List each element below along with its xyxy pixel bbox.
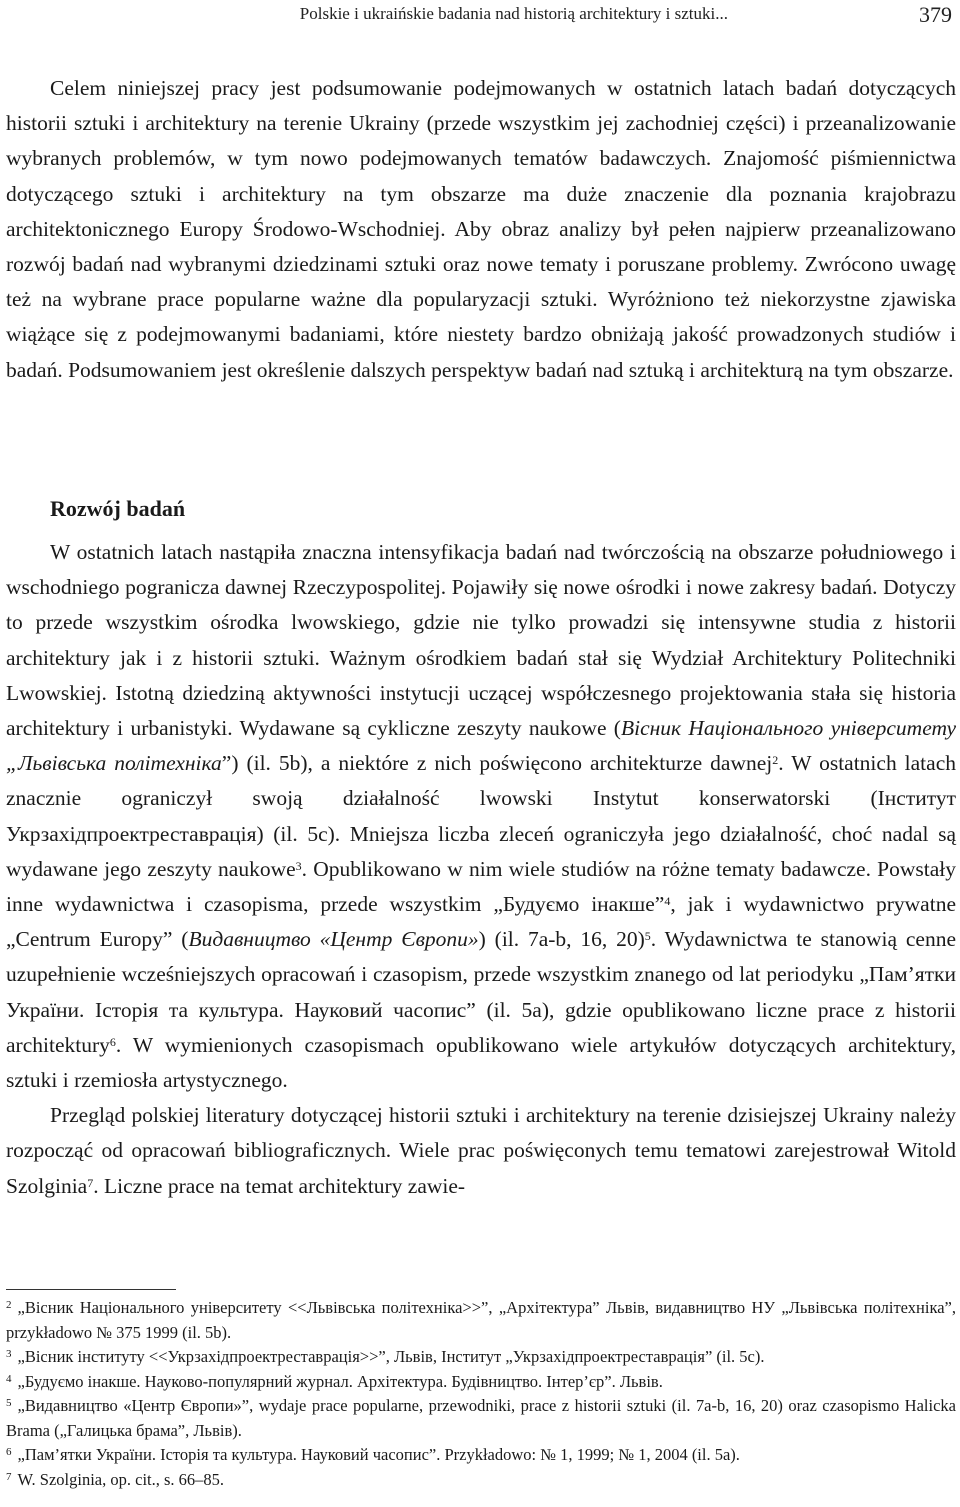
body-paragraph (6, 535, 956, 1098)
intro-paragraph: Celem niniejszej pracy jest podsumowanie podejmowanych w ostatnich latach badań dotyczących historii sztuki i architektury na terenie Ukrainy (przede wszystkim jej zachodniej części) i przeanalizowanie wybranych problemów, w tym nowo podejmowanych tematów badawczych. Znajomość piśmiennictwa dotyczącego sztuki i architektury na tym obszarze ma duże znaczenie dla poznania krajobrazu architektonicznego Europy Środowo-Wschodniej. Aby obraz analizy był pełen najpierw przeanalizowano rozwój badań nad wybranymi dziedzinami sztuki oraz nowe tematy i poruszane problemy. Zwrócono uwagę też na wybrane prace popularne ważne dla popularyzacji sztuki. Wyróżniono też niekorzystne zjawiska wiążące się z podejmowanymi badaniami, które niestety bardzo obniżają jakość prowadzonych studiów i badań. Podsumowaniem jest określenie dalszych perspektyw badań nad sztuką i architekturą na tym obszarze. (6, 76, 956, 382)
body-paragraph (6, 1098, 956, 1204)
footnote-ref[interactable]: 5 (644, 929, 651, 944)
footnote-number: 6 (6, 1446, 12, 1458)
footnote (6, 1443, 956, 1468)
text-run: Przegląd polskiej literatury dotyczącej historii sztuki i architektury na terenie dzisiejszej Ukrainy należy rozpocząć od opracowań bibliograficznych. Wiele prac poświęconych temu tematowi zarejestrował Witold Szolginia (6, 1103, 956, 1198)
text-run: . Opublikowano w nim wiele studiów na różne tematy badawcze. Powstały inne wydawnictwa i czasopisma, przede wszystkim „Будуємо інакше” (6, 856, 957, 917)
footnote (6, 1394, 956, 1443)
text-run: ”) (il. 5b), a niektóre z nich poświęcono architekturze dawnej (221, 751, 773, 776)
text-run: ) (il. 7a-b, 16, 20) (478, 927, 645, 952)
footnote-text: „Видавництво «Центр Європи»”, wydaje prace popularne, przewodniki, prace z historii sztuki (il. 7a-b, 16, 20) oraz czasopismo Halicka Brama („Галицька брама”, Львів). (6, 1396, 956, 1440)
running-head (0, 2, 960, 32)
footnote-text: „Вісник Національного університету <<Львівська політехніка>>”, „Архітектура” Львів, видавництво НУ „Львівська політехніка”, przykładowo № 375 1999 (il. 5b). (6, 1298, 956, 1342)
footnote-ref[interactable]: 7 (87, 1175, 94, 1190)
page-number: 379 (919, 2, 952, 27)
footnote-number: 5 (6, 1397, 12, 1409)
footnote-rule (6, 1289, 176, 1290)
text-run: . Liczne prace na temat architektury zawie- (93, 1173, 466, 1198)
footnotes (6, 1296, 956, 1492)
footnote-number: 2 (6, 1299, 12, 1311)
footnote-ref[interactable]: 6 (109, 1034, 116, 1049)
intro-block (6, 71, 956, 388)
footnote-text: „Пам’ятки України. Історія та культура. Науковий часопис”. Przykładowo: № 1, 1999; № 1, 2004 (il. 5a). (17, 1445, 740, 1464)
journal-title: Вісник Національного університету „Львівська політехніка (6, 716, 957, 776)
section-heading: Rozwój badań (50, 496, 186, 521)
text-run: . W wymienionych czasopismach opublikowano wiele artykułów dotyczących architektury, sztuki i rzemiosła artystycznego. (6, 1032, 956, 1093)
footnote-number: 4 (6, 1372, 12, 1385)
publisher-title: Видавництво «Центр Європи» (188, 927, 479, 952)
running-title: Polskie i ukraińskie badania nad historią architektury i sztuki... (299, 4, 728, 23)
footnote-text: „Вісник інституту <<Укрзахідпроектреставрація>>”, Львів, Інститут „Укрзахідпроектреставрація” (il. 5c). (17, 1347, 765, 1366)
footnote-number: 7 (6, 1470, 12, 1483)
footnote-text: „Будуємо інакше. Науково-популярний журнал. Архітектура. Будівництво. Інтер’єр”. Львів. (17, 1371, 663, 1391)
footnote-text: W. Szolginia, op. cit., s. 66–85. (17, 1469, 225, 1489)
footnote-ref[interactable]: 3 (295, 858, 302, 873)
footnote-number: 3 (6, 1348, 12, 1360)
text-run: . W ostatnich latach znacznie ograniczył swoją działalność lwowski Instytut konserwatorski (Інститут Укрзахідпроектреставрація) (il. 5c). Mniejsza liczba zleceń ograniczyła jego działalność, choć nadal są wydawane jego zeszyty naukowe (6, 751, 956, 881)
footnote (6, 1296, 956, 1345)
footnote (6, 1370, 956, 1395)
text-run: , jak i wydawnictwo prywatne „Centrum Europy” ( (6, 892, 956, 952)
footnote (6, 1345, 956, 1370)
section-body (6, 535, 956, 1204)
text-run: . Wydawnictwa te stanowią cenne uzupełnienie wcześniejszych opracowań i czasopism, przede wszystkim znanego od lat periodyku „Пам’ятки України. Історія та культура. Науковий часопис” (il. 5a), gdzie opublikowano liczne prace z historii architektury (6, 927, 957, 1057)
footnote (6, 1468, 956, 1493)
footnote-ref[interactable]: 4 (664, 894, 671, 909)
text-run: W ostatnich latach nastąpiła znaczna intensyfikacja badań nad twórczością na obszarze południowego i wschodniego pogranicza dawnej Rzeczypospolitej. Pojawiły się nowe ośrodki i nowe zakresy badań. Dotyczy to przede wszystkim ośrodka lwowskiego, gdzie nie tylko prowadzi się intensywne studia z historii architektury jak i z historii sztuki. Ważnym ośrodkiem badań stał się Wydział Architektury Politechniki Lwowskiej. Istotną dziedziną aktywności instytucji uczącej współczesnego projektowania stała się historia architektury i urbanistyki. Wydawane są cykliczne zeszyty naukowe ( (6, 540, 956, 741)
footnote-ref[interactable]: 2 (772, 753, 779, 768)
